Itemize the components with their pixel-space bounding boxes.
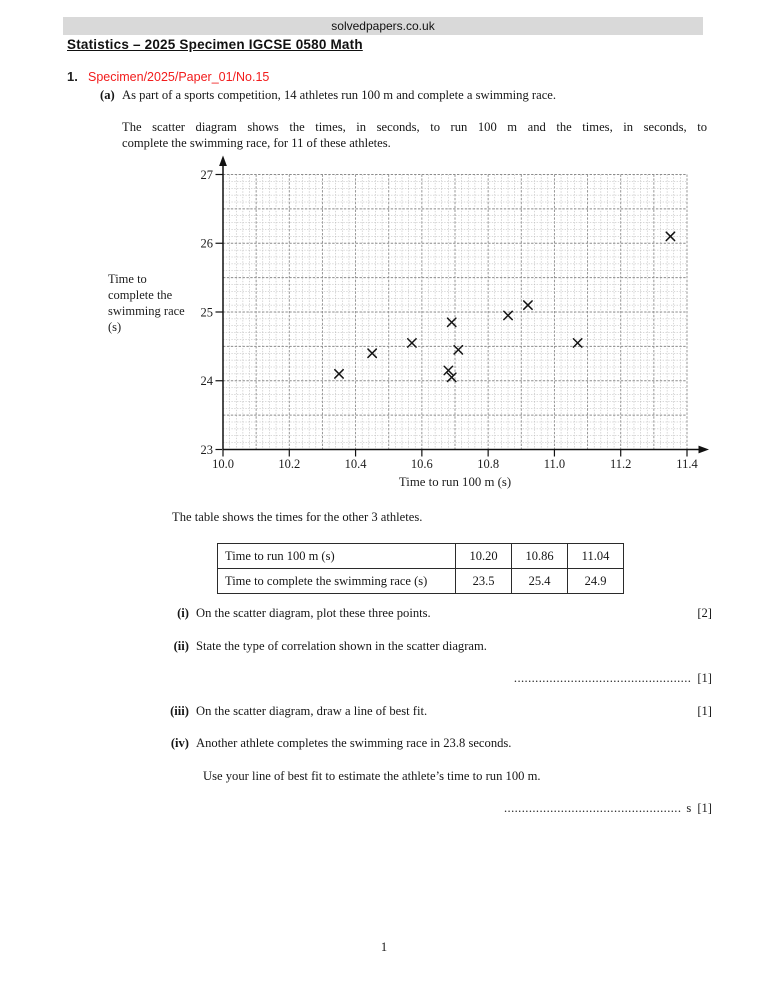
intro-line-2: complete the swimming race, for 11 of these athletes. — [122, 135, 391, 150]
grid — [223, 175, 687, 450]
question-number: 1. — [67, 69, 78, 84]
part-a-label: (a) — [100, 88, 115, 102]
question-reference: Specimen/2025/Paper_01/No.15 — [88, 70, 270, 84]
x-tick-label: 10.2 — [278, 457, 301, 471]
table-row — [218, 544, 624, 569]
mark-badge: [2] — [697, 606, 712, 620]
answer-dots: .................................................. — [513, 671, 692, 685]
table-row-label: Time to complete the swimming race (s) — [218, 569, 456, 594]
y-tick-label: 27 — [200, 167, 213, 182]
intro-paragraph — [122, 120, 707, 151]
answer-line-iv — [504, 801, 712, 816]
y-axis-label-line: (s) — [108, 320, 122, 334]
part-a-text: As part of a sports competition, 14 athletes run 100 m and complete a swimming race. — [122, 88, 557, 102]
y-tick-label: 23 — [200, 442, 213, 457]
site-name: solvedpapers.co.uk — [331, 19, 435, 33]
y-tick-label: 26 — [200, 236, 213, 251]
subquestion-i-label: (i) — [177, 606, 189, 620]
subquestion-iv — [150, 736, 712, 751]
subquestion-iii-label: (iii) — [170, 704, 189, 718]
subquestion-iv-text2: Use your line of best fit to estimate the athlete’s time to run 100 m. — [203, 769, 541, 783]
answer-line-ii — [514, 671, 712, 686]
mark-badge: [1] — [697, 704, 712, 718]
x-tick-label: 10.6 — [410, 457, 433, 471]
scatter-point — [408, 339, 416, 347]
part-a — [100, 88, 710, 103]
x-tick-label: 10.0 — [212, 457, 234, 471]
y-tick-label: 25 — [200, 305, 213, 320]
table-cell: 24.9 — [568, 569, 624, 594]
x-axis-label: Time to run 100 m (s) — [398, 475, 512, 489]
subquestion-i-text: On the scatter diagram, plot these three points. — [196, 606, 431, 620]
mark-badge: [1] — [697, 671, 712, 685]
page-title: Statistics – 2025 Specimen IGCSE 0580 Math — [67, 37, 363, 52]
subquestion-iv-text: Another athlete completes the swimming race in 23.8 seconds. — [196, 736, 512, 750]
x-tick-label: 11.2 — [610, 457, 632, 471]
mark-badge: [1] — [697, 801, 712, 815]
y-axis-label — [108, 271, 185, 335]
x-tick-label: 11.4 — [676, 457, 698, 471]
axes — [201, 156, 710, 490]
y-axis-label-line: complete the — [108, 288, 173, 302]
x-axis-arrow — [699, 446, 710, 454]
table-intro: The table shows the times for the other 3 athletes. — [172, 510, 423, 524]
scatter-point — [447, 318, 455, 326]
times-table — [217, 543, 624, 594]
y-axis-arrow — [219, 156, 227, 167]
scatter-point — [524, 301, 532, 309]
subquestion-iv-label: (iv) — [170, 736, 189, 750]
subquestion-i — [150, 606, 712, 621]
y-axis-label-line: swimming race — [108, 304, 185, 318]
x-tick-label: 10.4 — [344, 457, 367, 471]
answer-unit: s — [686, 801, 692, 815]
subquestion-iii-text: On the scatter diagram, draw a line of best fit. — [196, 704, 428, 718]
y-axis-label-line: Time to — [108, 272, 147, 286]
scatter-point — [454, 346, 462, 354]
table-cell: 10.86 — [512, 544, 568, 569]
x-tick-label: 10.8 — [477, 457, 500, 471]
x-tick-label: 11.0 — [543, 457, 566, 471]
intro-line-1: The scatter diagram shows the times, in seconds, to run 100 m and the times, in seconds, to — [122, 120, 707, 134]
subquestion-ii-text: State the type of correlation shown in the scatter diagram. — [196, 639, 487, 653]
answer-dots: .................................................. — [503, 801, 682, 815]
scatter-point — [573, 339, 581, 347]
subquestion-ii — [150, 639, 712, 654]
scatter-point — [666, 232, 674, 240]
site-banner — [63, 17, 703, 35]
subquestion-iii — [150, 704, 712, 719]
table-row-label: Time to run 100 m (s) — [218, 544, 456, 569]
y-tick-label: 24 — [200, 374, 213, 389]
table-cell: 10.20 — [456, 544, 512, 569]
page-number: 1 — [380, 940, 388, 954]
table-row — [218, 569, 624, 594]
subquestion-ii-label: (ii) — [173, 639, 189, 653]
table-cell: 25.4 — [512, 569, 568, 594]
table-cell: 11.04 — [568, 544, 624, 569]
data-points — [335, 232, 675, 381]
table-cell: 23.5 — [456, 569, 512, 594]
